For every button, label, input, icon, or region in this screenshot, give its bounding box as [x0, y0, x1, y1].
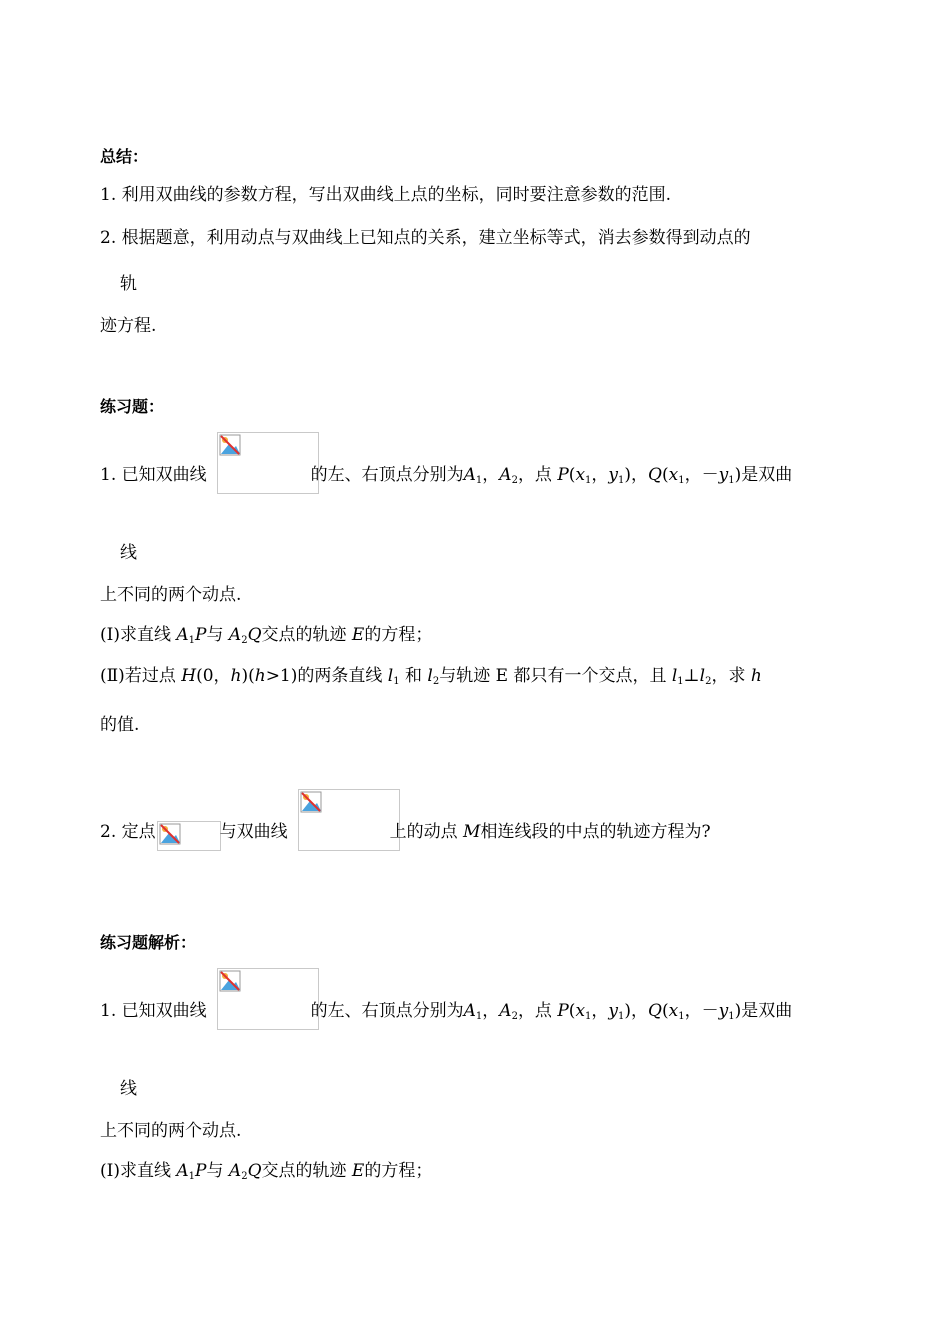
summary-item-2-wrap: 轨: [120, 274, 137, 294]
exercise-1-part-2-end: 的值.: [100, 715, 140, 735]
exercises-heading: 练习题：: [100, 397, 165, 416]
exercise-1-wrap: 线: [120, 543, 137, 563]
analysis-1-wrap: 线: [120, 1079, 137, 1099]
summary-item-1: 1. 利用双曲线的参数方程，写出双曲线上点的坐标，同时要注意参数的范围.: [100, 185, 672, 205]
summary-item-2: 2. 根据题意，利用动点与双曲线上已知点的关系，建立坐标等式，消去参数得到动点的: [100, 228, 751, 248]
analysis-1-line-2: 上不同的两个动点.: [100, 1121, 242, 1141]
summary-heading: 总结：: [100, 147, 149, 166]
exercise-1-part-1: (Ⅰ)求直线 $A_1P$与 $A_2Q$交点的轨迹 E的方程；: [100, 625, 433, 646]
analysis-1-line-1: 1. 已知双曲线 的左、右顶点分别为$A_1$，$A_2$，点 $P(x_1$，$y_1$)，$Q(x_1$，$-y_1$)是双曲: [100, 1001, 793, 1022]
summary-item-2-cont: 迹方程.: [100, 316, 157, 336]
exercise-1-line-1: 1. 已知双曲线 的左、右顶点分别为$A_1$，$A_2$，点 $P(x_1$，$y_1$)，$Q(x_1$，$-y_1$)是双曲: [100, 465, 793, 486]
analysis-1-part-1: (Ⅰ)求直线 $A_1P$与 $A_2Q$交点的轨迹 E的方程；: [100, 1161, 433, 1182]
broken-image-icon: [219, 970, 241, 992]
broken-image-icon: [219, 434, 241, 456]
exercise-1-line-2: 上不同的两个动点.: [100, 585, 242, 605]
exercise-1-part-2: (Ⅱ)若过点 H(0，h)(h>1)的两条直线 $l_1$ 和 $l_2$与轨迹 E 都只有一个交点，且 $l_1\perp l_2$，求 h: [100, 666, 762, 687]
broken-image-icon: [300, 791, 322, 813]
analysis-heading: 练习题解析：: [100, 933, 197, 952]
exercise-2-line: 2. 定点 与双曲线 上的动点 M相连线段的中点的轨迹方程为?: [100, 822, 711, 842]
